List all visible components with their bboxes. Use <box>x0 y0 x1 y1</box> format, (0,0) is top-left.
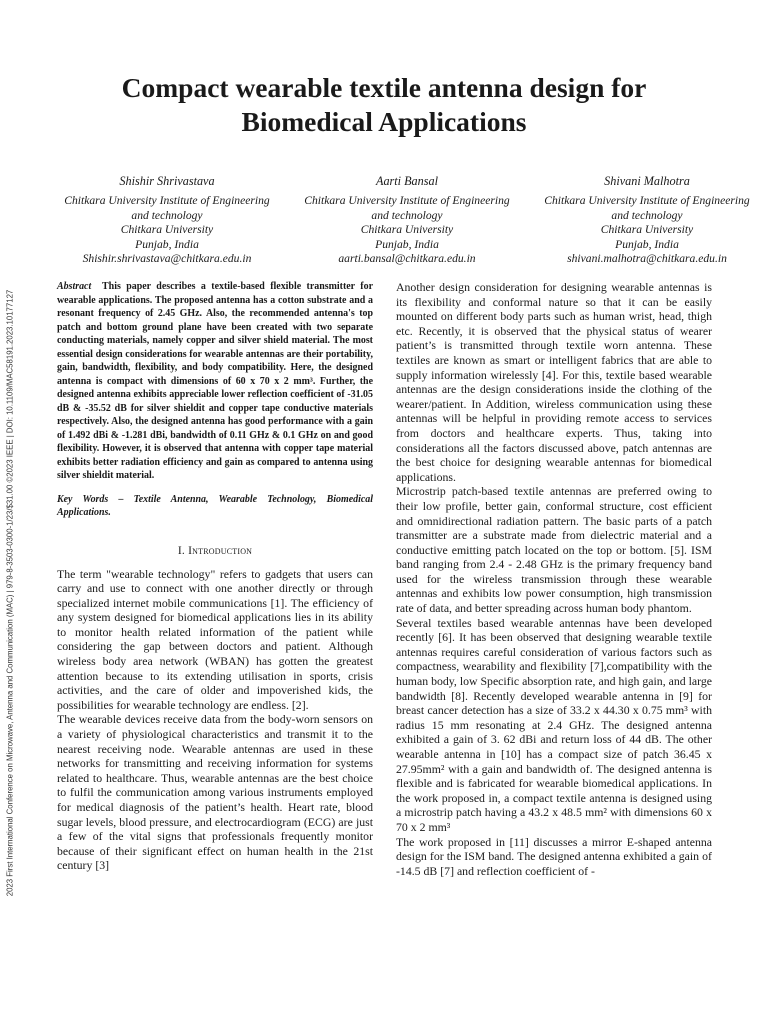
author-affiliation-cont: and technology <box>131 208 203 222</box>
author-name: Shishir Shrivastava <box>119 174 215 188</box>
paragraph: The work proposed in [11] discusses a mirror E-shaped antenna design for the ISM band. The designed antenna exhibited a gain of -14.5 dB [7] and reflection coefficient of - <box>396 834 712 878</box>
section-number: I. <box>177 543 185 557</box>
paragraph: Microstrip patch-based textile antennas are preferred owing to their low profile, better gain, conformal structure, cost efficient and omnidirectional radiation pattern. The basic parts of a patch transmitter are a substrate made from dielectric material and a conductive emitting patch located on the top or bottom. [5]. ISM band ranging from 2.4 - 2.48 GHz is the primary frequency band used for the wireless transmission through these wearable antennas and exhibits low power consumption, high transmission rate of data, and better spreading across human body phantom. <box>396 484 712 616</box>
author-1 <box>48 174 286 266</box>
author-email: aarti.bansal@chitkara.edu.in <box>338 252 476 266</box>
paper-title: Compact wearable textile antenna design for Biomedical Applications <box>121 72 647 137</box>
keywords: Key Words – Textile Antenna, Wearable Technology, Biomedical Applications. <box>57 493 373 518</box>
author-email: Shishir.shrivastava@chitkara.edu.in <box>82 252 252 266</box>
publication-banner-text: 2023 First International Conference on Microwave, Antenna and Communication (MAC) | 979-8-3503-0300-1/23/$31.00 ©2023 IEEE | DOI: 10.1109/MAC58191.2023.10177127 <box>5 289 15 896</box>
author-location: Punjab, India <box>135 237 199 251</box>
author-name: Shivani Malhotra <box>604 174 690 188</box>
author-affiliation: Chitkara University Institute of Engineering <box>544 194 750 208</box>
section-heading <box>57 544 373 557</box>
author-affiliation: Chitkara University Institute of Engineering <box>304 194 510 208</box>
author-university: Chitkara University <box>360 223 454 237</box>
author-location: Punjab, India <box>375 237 439 251</box>
author-email: shivani.malhotra@chitkara.edu.in <box>567 252 727 266</box>
publication-banner <box>2 205 18 980</box>
author-name: Aarti Bansal <box>376 174 438 188</box>
abstract-text: This paper describes a textile-based flexible transmitter for wearable applications. The proposed antenna has a cotton substrate and a resonant frequency of 2.45 GHz. Also, the recommended antenna's top patch and bottom ground plane have been created with two separate conducting materials, namely copper and silver shield material. The most essential design considerations for wearable antennas are their portability, gain, bandwidth, flexibility, and body compatibility. Here, the designed antenna is compact with dimensions of 60 x 70 x 2 mm³. Further, the designed antenna exhibits appreciable lower reflection coefficient of -31.05 dB & -35.52 dB for silver shieldit and copper tape conductive materials respectively. Also, the designed antenna has good performance with a gain of 1.492 dBi & -1.281 dBi, bandwidth of 0.11 GHz & 0.1 GHz on and good flexibility. However, it is observed that antenna with copper tape material exhibits better radiation efficiency and gain as compared to antenna using silver shieldit material. <box>57 281 373 481</box>
author-university: Chitkara University <box>120 223 214 237</box>
author-2 <box>288 174 526 266</box>
paragraph: The term "wearable technology" refers to gadgets that users can carry and use to connect with one another directly or through specialized internet mobile communications [1]. The efficiency of any system designed for biomedical applications lies in its ability to monitor health related information of the patient while considering the gap between doctors and patient. Although wireless body area network (WBAN) has gotten the greatest attention because to its extending utilisation in sports, crisis activities, and the care of older and impoverished kids, the possibilities for wearable technology are endless. [2]. <box>57 566 373 712</box>
paragraph: The wearable devices receive data from the body-worn sensors on a variety of physiological characteristics and transmit it to the nearest receiving node. Wearable antennas are used in these networks for transmitting and receiving information for systems related to healthcare. Thus, wearable antennas are the best choice to fulfil the communication among various instruments employed for medical diagnosis of the patient’s health. Heart rate, blood sugar levels, blood pressure, and electrocardiogram (ECG) are just a few of the vital signs that professionals frequently monitor because of their significant effect on human health in the 21st century [3] <box>57 712 373 873</box>
author-affiliation: Chitkara University Institute of Engineering <box>64 194 270 208</box>
left-column <box>57 280 373 873</box>
abstract <box>57 280 373 483</box>
author-3 <box>528 174 766 266</box>
author-affiliation-cont: and technology <box>611 208 683 222</box>
author-block <box>48 174 768 274</box>
author-university: Chitkara University <box>600 223 694 237</box>
author-location: Punjab, India <box>615 237 679 251</box>
abstract-label: Abstract <box>57 281 92 292</box>
author-affiliation-cont: and technology <box>371 208 443 222</box>
right-column <box>396 280 712 878</box>
paragraph: Several textiles based wearable antennas have been developed recently [6]. It has been observed that designing wearable textile antennas requires careful consideration of various factors such as compactness, wearability and flexibility [7],compatibility with the human body, low Specific absorption rate, and high gain, and large bandwidth [8]. Recently developed wearable antenna in [9] for breast cancer detection has a size of 33.2 x 44.30 x 0.75 mm³ with radius 15 mm resonating at 2.4 GHz. The designed antenna exhibited a gain of 3. 62 dBi and return loss of 44 dB. The other wearable antenna in [10] has a compact size of patch 36.45 x 27.95mm² with a gain and bandwidth of. The designed antenna is flexible and is fabricated for wearable biomedical applications. In the work proposed in, a compact textile antenna is designed using a microstrip patch having a 43.2 x 48.5 mm² with dimensions 60 x 70 x 2 mm³ <box>396 615 712 834</box>
paragraph: Another design consideration for designing wearable antennas is its flexibility and conformal nature so that it can be easily mounted on different body parts such as human wrist, head, thigh etc. Recently, it is observed that the physical status of wearer patient’s is transmitted through textile worn antenna. These textiles are known as smart or intelligent fabrics that are able to supply information wirelessly [4]. For this, textile based wearable antennas are the design considerations inside the clothing of the wearer/patient. In Addition, wireless communication using these antennas will be helpful in providing remote access to services from doctors and healthcare experts. Thus, taking into considerations all the factors discussed above, patch antennas are the best choice for designing wearable antennas for biomedical applications. <box>396 280 712 484</box>
section-title: Introduction <box>188 543 253 557</box>
